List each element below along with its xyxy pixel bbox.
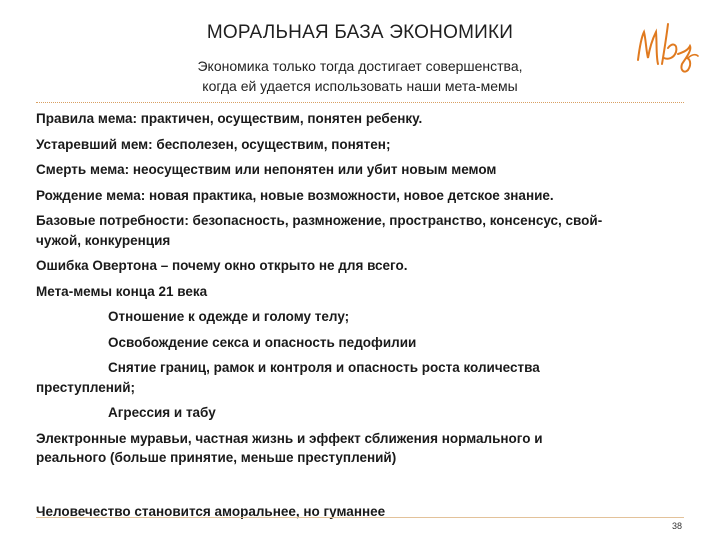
- list-item: реального (больше принятие, меньше преступлений): [36, 450, 397, 465]
- list-item: Электронные муравьи, частная жизнь и эффект сближения нормального и: [36, 430, 543, 446]
- subtitle-line: когда ей удается использовать наши мета-мемы: [202, 78, 518, 94]
- slide-title: МОРАЛЬНАЯ БАЗА ЭКОНОМИКИ: [206, 22, 514, 43]
- signature-logo-icon: [628, 14, 704, 84]
- list-item: Снятие границ, рамок и контроля и опасность роста количества: [108, 360, 540, 375]
- list-item: Агрессия и табу: [108, 405, 216, 420]
- list-item: Отношение к одежде и голому телу;: [108, 309, 350, 324]
- list-item: преступлений;: [36, 379, 136, 395]
- subtitle-line: Экономика только тогда достигает совершенства,: [197, 58, 523, 74]
- list-item: Устаревший мем: бесполезен, осуществим, понятен;: [36, 136, 391, 152]
- footer-divider: [36, 517, 684, 518]
- list-item: Освобождение секса и опасность педофилии: [108, 334, 417, 350]
- list-item: Базовые потребности: безопасность, размножение, пространство, консенсус, свой-: [36, 213, 603, 228]
- slide-body: [36, 109, 676, 468]
- list-item: Человечество становится аморальнее, но гуманнее: [36, 504, 386, 519]
- slide-subtitle: [130, 56, 590, 96]
- list-item: Ошибка Овертона – почему окно открыто не для всего.: [36, 258, 408, 273]
- title-divider: [36, 102, 684, 103]
- list-item: Смерть мема: неосуществим или непонятен или убит новым мемом: [36, 162, 497, 177]
- page-number: 38: [671, 521, 682, 531]
- list-item: чужой, конкуренция: [36, 232, 171, 248]
- list-item: Мета-мемы конца 21 века: [36, 283, 208, 299]
- list-item: Рождение мема: новая практика, новые возможности, новое детское знание.: [36, 187, 554, 203]
- list-item: Правила мема: практичен, осуществим, понятен ребенку.: [36, 111, 423, 126]
